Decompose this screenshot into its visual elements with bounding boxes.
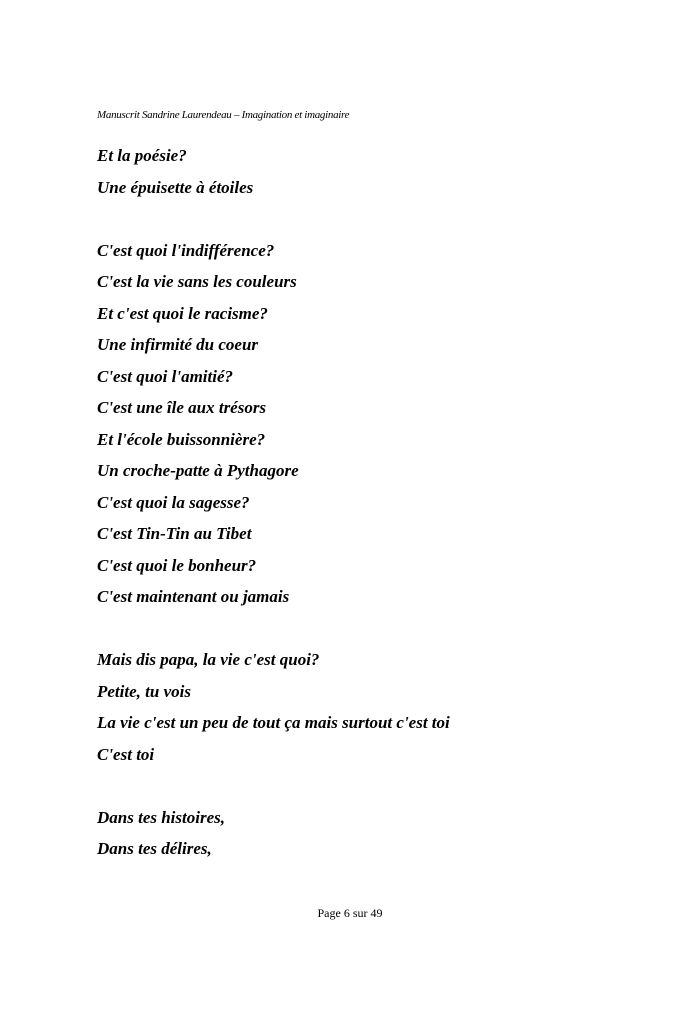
stanza-break — [97, 770, 657, 802]
poem-line: Un croche-patte à Pythagore — [97, 461, 299, 480]
poem-line: Et c'est quoi le racisme? — [97, 303, 268, 323]
poem-line: C'est quoi la sagesse? — [97, 492, 250, 512]
poem-line: Et la poésie? — [97, 146, 187, 165]
poem-line: C'est maintenant ou jamais — [97, 587, 290, 606]
poem-line: C'est une île aux trésors — [97, 398, 267, 417]
poem-line: Une infirmité du coeur — [97, 335, 259, 354]
poem-line: Et l'école buissonnière? — [97, 429, 266, 449]
page-header: Manuscrit Sandrine Laurendeau – Imagination et imaginaire — [97, 109, 350, 121]
stanza-break — [97, 203, 657, 235]
poem-line: C'est quoi le bonheur? — [97, 555, 257, 575]
poem-line: C'est quoi l'indifférence? — [97, 240, 275, 260]
poem-body — [97, 140, 657, 865]
poem-line: La vie c'est un peu de tout ça mais surtout c'est toi — [97, 713, 450, 732]
poem-line: Dans tes histoires, — [97, 807, 225, 827]
stanza-break — [97, 613, 657, 645]
page-number: Page 6 sur 49 — [317, 906, 383, 920]
poem-line: Mais dis papa, la vie c'est quoi? — [97, 650, 320, 669]
poem-line: C'est la vie sans les couleurs — [97, 272, 297, 291]
poem-line: Petite, tu vois — [97, 681, 191, 701]
poem-line: Dans tes délires, — [97, 839, 212, 858]
poem-line: Une épuisette à étoiles — [97, 177, 254, 197]
poem-line: C'est toi — [97, 744, 155, 764]
poem-line: C'est Tin-Tin au Tibet — [97, 524, 252, 543]
poem-line: C'est quoi l'amitié? — [97, 366, 234, 386]
